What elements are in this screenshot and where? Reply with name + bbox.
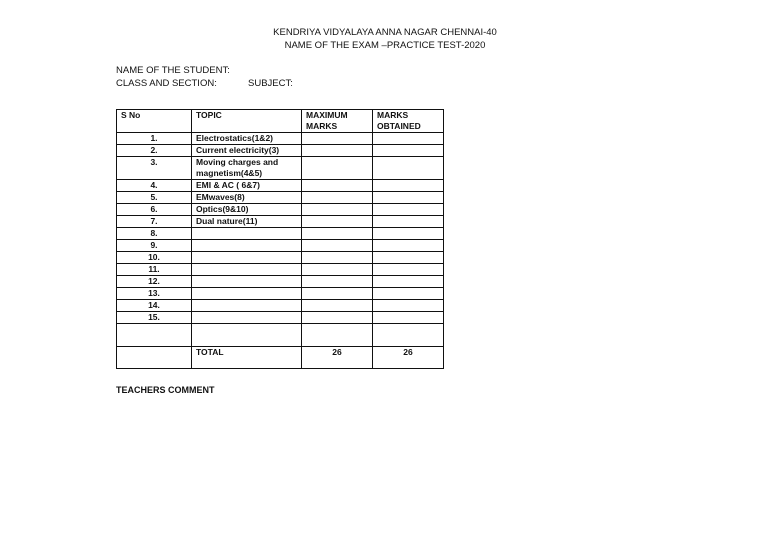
marks-obtained-cell (373, 312, 444, 324)
table-row (117, 157, 444, 180)
maximum-marks-cell (302, 192, 373, 204)
topic-cell: EMwaves(8) (192, 192, 302, 204)
table-row (117, 192, 444, 204)
header-sno: S No (117, 110, 192, 133)
sno-cell: 7. (117, 216, 192, 228)
table-row (117, 300, 444, 312)
topic-cell (192, 228, 302, 240)
teachers-comment-label: TEACHERS COMMENT (116, 385, 215, 395)
maximum-marks-cell (302, 204, 373, 216)
table-row (117, 252, 444, 264)
sno-cell: 12. (117, 276, 192, 288)
table-row (117, 240, 444, 252)
table-row (117, 133, 444, 145)
maximum-marks-cell (302, 300, 373, 312)
maximum-marks-cell (302, 252, 373, 264)
topic-cell: Moving charges and magnetism(4&5) (192, 157, 302, 180)
table-row (117, 276, 444, 288)
maximum-marks-cell (302, 157, 373, 180)
maximum-marks-cell (302, 276, 373, 288)
topic-cell (192, 276, 302, 288)
table-row (117, 312, 444, 324)
marks-obtained-cell (373, 264, 444, 276)
table-row (117, 228, 444, 240)
table-header-row (117, 110, 444, 133)
topic-cell (192, 252, 302, 264)
total-blank-cell (117, 347, 192, 369)
topic-cell: Optics(9&10) (192, 204, 302, 216)
topic-cell (192, 240, 302, 252)
school-name: KENDRIYA VIDYALAYA ANNA NAGAR CHENNAI-40 (273, 27, 497, 38)
sno-cell: 4. (117, 180, 192, 192)
student-info (116, 64, 293, 90)
topic-cell (192, 288, 302, 300)
class-section-label: CLASS AND SECTION: (116, 78, 217, 89)
marks-obtained-cell (373, 145, 444, 157)
document-header (0, 26, 768, 52)
total-label: TOTAL (192, 347, 302, 369)
topic-cell: Electrostatics(1&2) (192, 133, 302, 145)
maximum-marks-cell (302, 240, 373, 252)
table-row (117, 204, 444, 216)
maximum-marks-cell (302, 312, 373, 324)
marks-obtained-cell (373, 157, 444, 180)
topic-cell: Current electricity(3) (192, 145, 302, 157)
marks-obtained-cell (373, 228, 444, 240)
sno-cell: 15. (117, 312, 192, 324)
marks-obtained-cell (373, 133, 444, 145)
topic-cell (192, 264, 302, 276)
sno-cell: 9. (117, 240, 192, 252)
maximum-marks-cell (302, 228, 373, 240)
blank-cell (373, 324, 444, 347)
marks-obtained-cell (373, 300, 444, 312)
sno-cell: 14. (117, 300, 192, 312)
topic-cell: EMI & AC ( 6&7) (192, 180, 302, 192)
exam-name: NAME OF THE EXAM –PRACTICE TEST-2020 (284, 40, 486, 51)
sno-cell: 2. (117, 145, 192, 157)
maximum-marks-cell (302, 216, 373, 228)
total-row (117, 347, 444, 369)
blank-row (117, 324, 444, 347)
sno-cell: 6. (117, 204, 192, 216)
marks-obtained-cell (373, 276, 444, 288)
student-name-label: NAME OF THE STUDENT: (116, 65, 230, 76)
table-body (117, 133, 444, 369)
student-name-row (116, 64, 230, 77)
marks-obtained-cell (373, 216, 444, 228)
table-row (117, 264, 444, 276)
sno-cell: 11. (117, 264, 192, 276)
marks-obtained-cell (373, 288, 444, 300)
maximum-marks-cell (302, 288, 373, 300)
header-maximum-marks: MAXIMUM MARKS (302, 110, 373, 133)
topic-cell: Dual nature(11) (192, 216, 302, 228)
blank-cell (117, 324, 192, 347)
class-section-row (116, 77, 293, 90)
maximum-marks-cell (302, 180, 373, 192)
topic-cell (192, 300, 302, 312)
header-marks-obtained: MARKS OBTAINED (373, 110, 444, 133)
total-marks-obtained: 26 (373, 347, 444, 369)
marks-obtained-cell (373, 240, 444, 252)
blank-cell (302, 324, 373, 347)
table-row (117, 216, 444, 228)
table-row (117, 145, 444, 157)
table-row (117, 180, 444, 192)
marks-table (116, 109, 444, 369)
maximum-marks-cell (302, 145, 373, 157)
total-maximum-marks: 26 (302, 347, 373, 369)
sno-cell: 10. (117, 252, 192, 264)
marks-obtained-cell (373, 252, 444, 264)
marks-obtained-cell (373, 180, 444, 192)
sno-cell: 1. (117, 133, 192, 145)
marks-obtained-cell (373, 204, 444, 216)
sno-cell: 13. (117, 288, 192, 300)
maximum-marks-cell (302, 264, 373, 276)
sno-cell: 5. (117, 192, 192, 204)
subject-label: SUBJECT: (248, 78, 293, 89)
table-row (117, 288, 444, 300)
blank-cell (192, 324, 302, 347)
topic-cell (192, 312, 302, 324)
sno-cell: 8. (117, 228, 192, 240)
maximum-marks-cell (302, 133, 373, 145)
sno-cell: 3. (117, 157, 192, 180)
marks-obtained-cell (373, 192, 444, 204)
header-topic: TOPIC (192, 110, 302, 133)
